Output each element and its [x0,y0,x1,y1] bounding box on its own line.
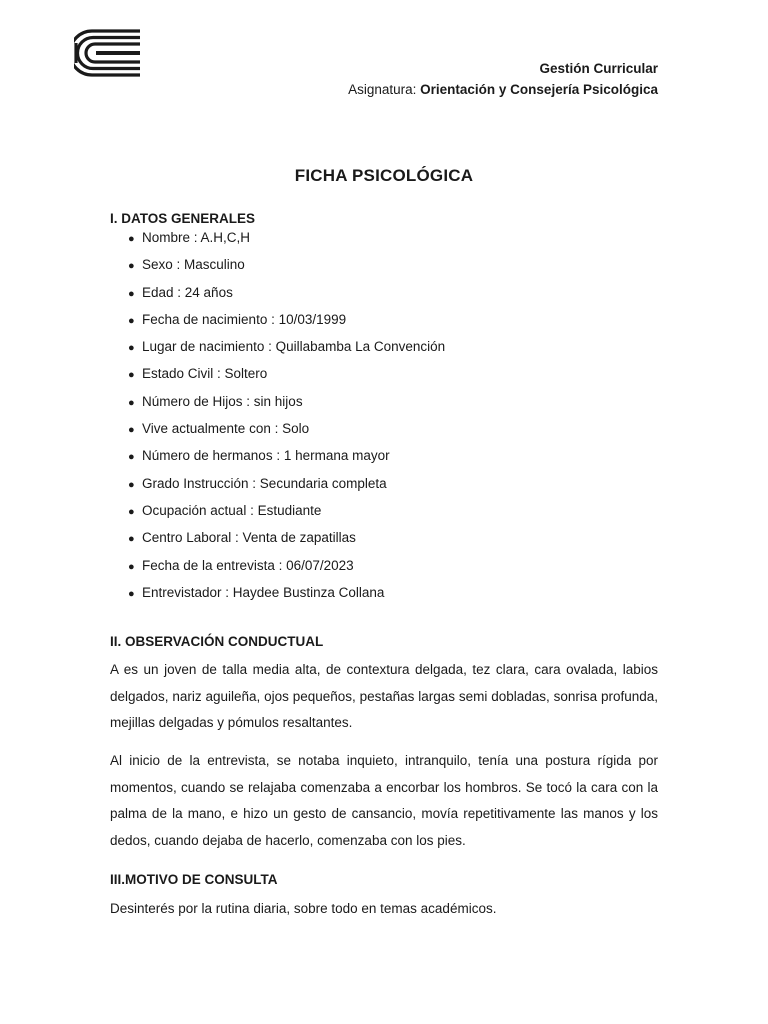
bullet-icon: ● [128,478,135,491]
list-item-text: Número de hermanos : 1 hermana mayor [142,448,390,464]
document-header [348,58,658,100]
list-item [128,529,445,556]
list-item [128,584,445,611]
list-item-text: Vive actualmente con : Solo [142,421,310,437]
list-item-text: Nombre : A.H,C,H [142,230,251,245]
list-item-text: Ocupación actual : Estudiante [142,502,322,518]
list-item [128,311,445,338]
list-item-text: Estado Civil : Soltero [142,366,268,382]
list-item [128,502,445,529]
list-item [128,557,445,584]
list-item-text: Fecha de la entrevista : 06/07/2023 [142,557,354,573]
general-data-list [128,229,445,611]
institution-logo [74,29,142,77]
header-subject [348,79,658,100]
bullet-icon: ● [128,451,135,464]
bullet-icon: ● [128,287,135,300]
section-heading-observacion: II. OBSERVACIÓN CONDUCTUAL [110,634,324,649]
page-title: FICHA PSICOLÓGICA [294,166,474,185]
bullet-icon: ● [128,560,135,573]
observation-paragraph-2: Al inicio de la entrevista, se notaba inquieto, intranquilo, tenía una postura rígida por momentos, cuando se relajaba comenzaba a encorbar los hombros. Se tocó la cara con la palma de la mano, e hizo un gesto de cansancio, movía repetitivamente las manos y los dedos, cuando dejaba de hacerlo, comenzaba con los pies. [110,753,658,848]
bullet-icon: ● [128,505,135,518]
header-subject-label: Asignatura: [348,82,417,97]
list-item [128,365,445,392]
list-item [128,447,445,474]
section-heading-motivo: III.MOTIVO DE CONSULTA [110,872,278,887]
header-department: Gestión Curricular [539,61,658,76]
list-item-text: Grado Instrucción : Secundaria completa [142,475,387,491]
list-item-text: Centro Laboral : Venta de zapatillas [142,530,356,546]
list-item-text: Número de Hijos : sin hijos [142,393,303,409]
list-item [128,475,445,502]
bullet-icon: ● [128,260,135,273]
list-item [128,256,445,283]
list-item-text: Sexo : Masculino [142,257,245,273]
list-item-text: Edad : 24 años [142,284,233,300]
section-heading-datos-generales: I. DATOS GENERALES [110,211,256,226]
bullet-icon: ● [128,424,135,437]
list-item [128,229,445,256]
bullet-icon: ● [128,233,135,245]
list-item-text: Lugar de nacimiento : Quillabamba La Convención [142,339,446,355]
list-item [128,338,445,365]
list-item [128,393,445,420]
bullet-icon: ● [128,369,135,382]
list-item-text: Fecha de nacimiento : 10/03/1999 [142,311,347,327]
consultation-reason-paragraph: Desinterés por la rutina diaria, sobre todo en temas académicos. [110,901,497,916]
header-subject-value: Orientación y Consejería Psicológica [420,82,658,97]
list-item-text: Entrevistador : Haydee Bustinza Collana [142,584,385,600]
bullet-icon: ● [128,396,135,409]
bullet-icon: ● [128,342,135,355]
list-item [128,420,445,447]
observation-paragraph-1: A es un joven de talla media alta, de contextura delgada, tez clara, cara ovalada, labios delgados, nariz aguileña, ojos pequeños, pestañas largas semi dobladas, sonrisa profunda, mejillas delgadas y pómulos resaltantes. [110,662,658,730]
bullet-icon: ● [128,314,135,327]
bullet-icon: ● [128,587,135,600]
list-item [128,284,445,311]
bullet-icon: ● [128,533,135,546]
